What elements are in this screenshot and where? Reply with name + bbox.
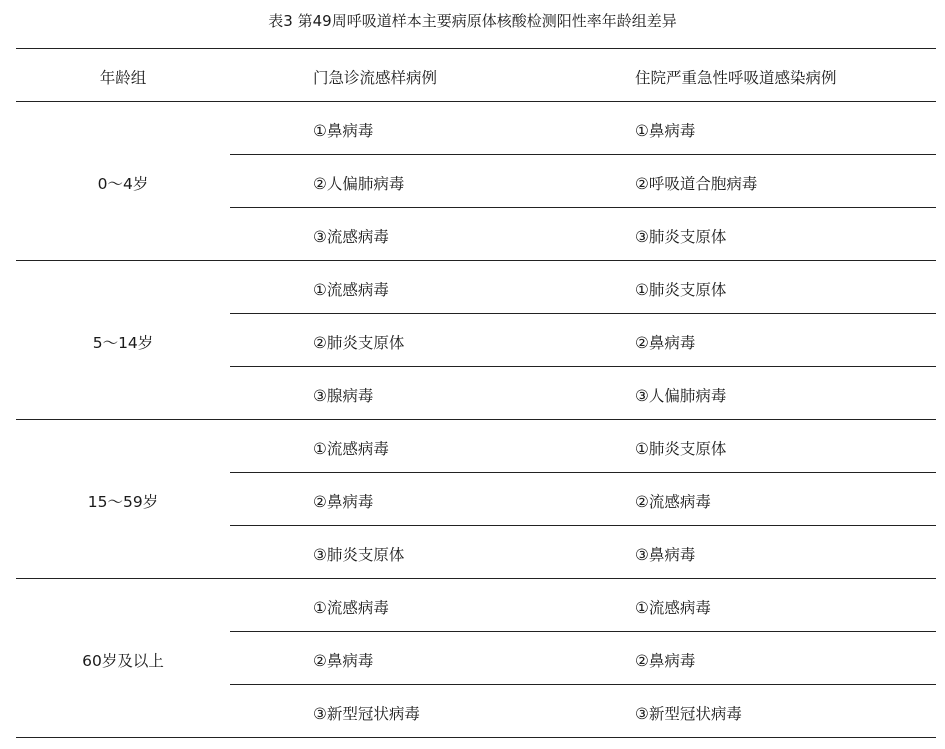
inpatient-pathogen: ③鼻病毒	[635, 546, 696, 564]
age-group-cell: 15～59岁	[87, 493, 159, 511]
outpatient-pathogen: ③流感病毒	[313, 228, 389, 246]
inpatient-pathogen: ②鼻病毒	[635, 652, 696, 670]
outpatient-pathogen: ①鼻病毒	[313, 122, 374, 140]
inpatient-pathogen: ③肺炎支原体	[635, 228, 727, 246]
outpatient-pathogen: ①流感病毒	[313, 440, 389, 458]
header-outpatient: 门急诊流感样病例	[313, 69, 438, 87]
row-divider	[230, 366, 936, 367]
inpatient-pathogen: ①鼻病毒	[635, 122, 696, 140]
outpatient-pathogen: ②鼻病毒	[313, 652, 374, 670]
inpatient-pathogen: ①肺炎支原体	[635, 440, 727, 458]
group-divider	[16, 419, 936, 420]
header-bottom-rule	[16, 101, 936, 102]
inpatient-pathogen: ③新型冠状病毒	[635, 705, 742, 723]
row-divider	[230, 207, 936, 208]
table-caption: 表3 第49周呼吸道样本主要病原体核酸检测阳性率年龄组差异	[268, 12, 677, 30]
outpatient-pathogen: ①流感病毒	[313, 281, 389, 299]
outpatient-pathogen: ②人偏肺病毒	[313, 175, 405, 193]
row-divider	[230, 154, 936, 155]
table-bottom-rule	[16, 737, 936, 738]
outpatient-pathogen: ②鼻病毒	[313, 493, 374, 511]
outpatient-pathogen: ①流感病毒	[313, 599, 389, 617]
row-divider	[230, 472, 936, 473]
outpatient-pathogen: ③腺病毒	[313, 387, 374, 405]
header-age-group: 年龄组	[99, 69, 147, 87]
age-group-cell: 5～14岁	[92, 334, 154, 352]
outpatient-pathogen: ③新型冠状病毒	[313, 705, 420, 723]
row-divider	[230, 313, 936, 314]
age-group-cell: 0～4岁	[97, 175, 149, 193]
inpatient-pathogen: ②流感病毒	[635, 493, 711, 511]
table-top-rule	[16, 48, 936, 49]
row-divider	[230, 684, 936, 685]
outpatient-pathogen: ③肺炎支原体	[313, 546, 405, 564]
header-inpatient: 住院严重急性呼吸道感染病例	[635, 69, 837, 87]
group-divider	[16, 578, 936, 579]
group-divider	[16, 260, 936, 261]
inpatient-pathogen: ③人偏肺病毒	[635, 387, 727, 405]
row-divider	[230, 525, 936, 526]
inpatient-pathogen: ②呼吸道合胞病毒	[635, 175, 758, 193]
inpatient-pathogen: ①流感病毒	[635, 599, 711, 617]
row-divider	[230, 631, 936, 632]
outpatient-pathogen: ②肺炎支原体	[313, 334, 405, 352]
inpatient-pathogen: ②鼻病毒	[635, 334, 696, 352]
age-group-cell: 60岁及以上	[82, 652, 164, 670]
inpatient-pathogen: ①肺炎支原体	[635, 281, 727, 299]
